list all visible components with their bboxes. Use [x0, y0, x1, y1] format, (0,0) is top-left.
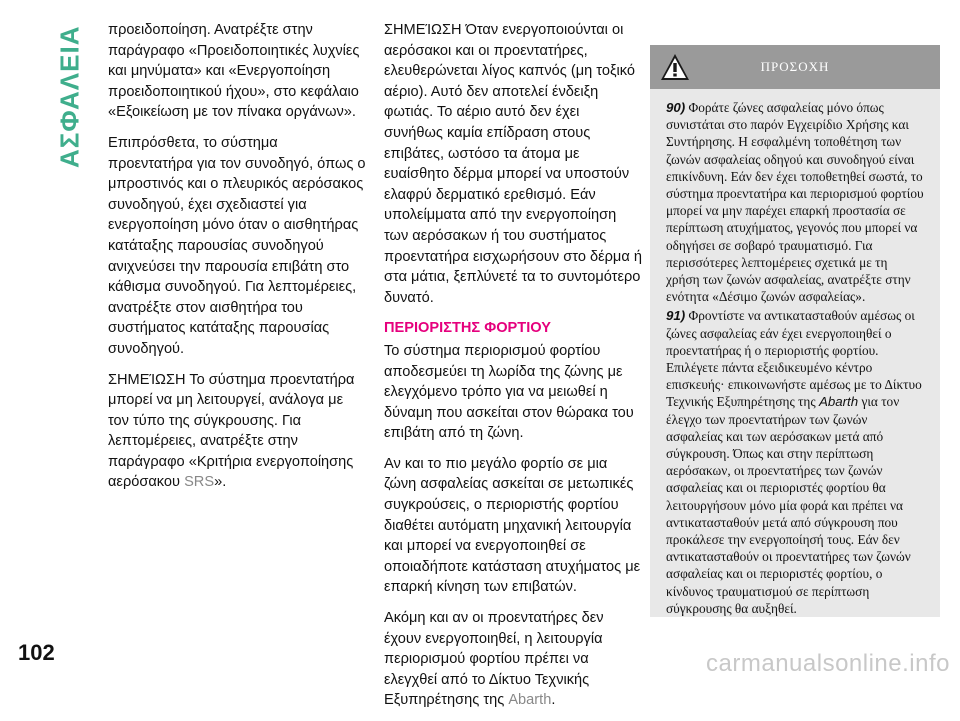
check-text: Ακόμη και αν οι προεντατήρες δεν έχουν ενεργοποιηθεί, η λειτουργία περιορισμού φορτίου πρέπει να ελεγχθεί από το Δίκτυο Τεχνικής Εξυπηρέτησης της: [384, 610, 604, 709]
paragraph-warning-reference: προειδοποίηση. Ανατρέξτε στην παράγραφο «Προειδοποιητικές λυχνίες και μηνύματα» και «Ενεργοποίηση προειδοποιητικού ήχου», στο κεφάλαιο «Εξοικείωση με τον πίνακα οργάνων».: [108, 22, 360, 121]
check-end: .: [551, 692, 556, 709]
warning-item: [666, 99, 924, 305]
warning-title: ΠΡΟΣΟΧΗ: [760, 59, 830, 74]
warning-triangle-icon: [660, 53, 690, 81]
paragraph-note-collision-type: [108, 370, 366, 494]
brand-label: Abarth: [818, 394, 859, 410]
brand-label: Abarth: [508, 692, 552, 709]
warning-header: [650, 45, 940, 89]
warning-box: [650, 45, 940, 617]
warning-body: [650, 89, 940, 617]
warning-item-text: Φοράτε ζώνες ασφαλείας μόνο όπως συνιστάται στο παρόν Εγχειρίδιο Χρήσης και Συντήρησης. Η εσφαλμένη τοποθέτηση των ζωνών ασφαλείας οδηγού και συνοδηγού είναι επικίνδυνη. Εάν δεν έχει τοποθετηθεί σωστά, το σύστημα προεντατήρα και περιορισμού φορτίου μπορεί να μην παρέχει επαρκή προστασία σε περίπτωση ατυχήματος, γεγονός που μπορεί να οδηγήσει σε σοβαρό τραυματισμό. Για περισσότερες λεπτομέρειες σχετικά με τη χρήση των ζωνών ασφαλείας, ανατρέξτε στην ενότητα «Δέσιμο ζωνών ασφαλείας».: [666, 100, 924, 305]
warning-item-text: Φροντίστε να αντικατασταθούν αμέσως οι ζώνες ασφαλείας εάν έχει ενεργοποιηθεί ο προεντατήρας ή ο περιοριστής φορτίου. Επιλέγετε πάντα εξειδικευμένο κέντρο επισκευής· επικοινωνήστε αμέσως με το Δίκτυο Τεχνικής Εξυπηρέτησης της: [666, 308, 922, 410]
watermark-text: carmanualsonline.info: [706, 650, 950, 677]
paragraph-passenger-pretensioner: Επιπρόσθετα, το σύστημα προεντατήρα για τον συνοδηγό, όπως ο μπροστινός και ο πλευρικός αερόσακος συνοδηγού, έχει σχεδιαστεί για ενεργοποίηση μόνο όταν ο αισθητήρας κατάταξης παρουσίας συνοδηγού ανιχνεύσει την παρουσία επιβάτη στο κάθισμα συνοδηγού. Για λεπτομέρειες, ανατρέξτε στον αισθητήρα του συστήματος κατάταξης παρουσίας συνοδηγού.: [108, 134, 366, 357]
section-side-title: ΑΣΦΑΛΕΙΑ: [54, 25, 85, 169]
warning-item-text-cont: για τον έλεγχο των προεντατήρων των ζωνών ασφαλείας και των αερόσακων μετά από σύγκρουση. Όπως και στην περίπτωση αερόσακων, οι προεντατήρες των ζωνών ασφαλείας και οι περιοριστές φορτίου θα λειτουργήσουν μόνο μία φορά και πρέπει να αντικατασταθούν μετά από σύγκρουση που προκάλεσε την ενεργοποίησή τους. Εάν δεν αντικατασταθούν οι προεντατήρες των ζωνών ασφαλείας και οι περιοριστές φορτίου, ο κίνδυνος τραυματισμού σε περίπτωση σύγκρουσης θα αυξηθεί.: [666, 394, 911, 616]
page-number: 102: [18, 640, 55, 665]
warning-item: [666, 307, 924, 617]
paragraph-load-limiter-intro: Το σύστημα περιορισμού φορτίου αποδεσμεύει τη λωρίδα της ζώνης με ελεγχόμενο τρόπο για να μειωθεί η δύναμη που ασκείται στον θώρακα του επιβάτη από τη ζώνη.: [384, 342, 634, 442]
warning-item-number: 91): [666, 308, 686, 324]
paragraph-load-limiter-operation: Αν και το πιο μεγάλο φορτίο σε μια ζώνη ασφαλείας ασκείται σε μετωπικές συγκρούσεις, ο περιοριστής φορτίου διαθέτει αυτόματη μηχανική λειτουργία και μπορεί να ενεργοποιηθεί σε οποιαδήποτε κατάσταση ατυχήματος με επαρκή κίνηση των επιβατών.: [384, 455, 641, 596]
paragraph-note-smoke: ΣΗΜΕΊΩΣΗ Όταν ενεργοποιούνται οι αερόσακοι και οι προεντατήρες, ελευθερώνεται λίγος καπνός (μη τοξικό αέριο). Αυτό δεν αποτελεί ένδειξη φωτιάς. Το αέριο αυτό δεν έχει συνήθως καμία επίδραση στους επιβάτες, ωστόσο τα άτομα με ευαίσθητο δέρμα μπορεί να υποστούν ελαφρύ δερματικό ερεθισμό. Εάν υπολείμματα από την ενεργοποίηση των αερόσακων ή του συστήματος προεντατήρα εισχωρήσουν στο δέρμα ή στα μάτια, ξεπλύνετέ τα το συντομότερο δυνατό.: [384, 22, 642, 306]
text-column-middle: [384, 20, 642, 721]
note-text: ΣΗΜΕΊΩΣΗ Το σύστημα προεντατήρα μπορεί να μη λειτουργεί, ανάλογα με τον τύπο της σύγκρουσης. Για λεπτομέρειες, ανατρέξτε στην παράγραφο «Κριτήρια ενεργοποίησης αερόσακου: [108, 371, 355, 491]
warning-item-number: 90): [666, 100, 686, 115]
text-column-left: [108, 20, 366, 503]
load-limiter-heading: ΠΕΡΙΟΡΙΣΤΗΣ ΦΟΡΤΙΟΥ: [384, 320, 551, 337]
srs-label: SRS: [184, 474, 215, 491]
note-end: ».: [214, 474, 227, 491]
